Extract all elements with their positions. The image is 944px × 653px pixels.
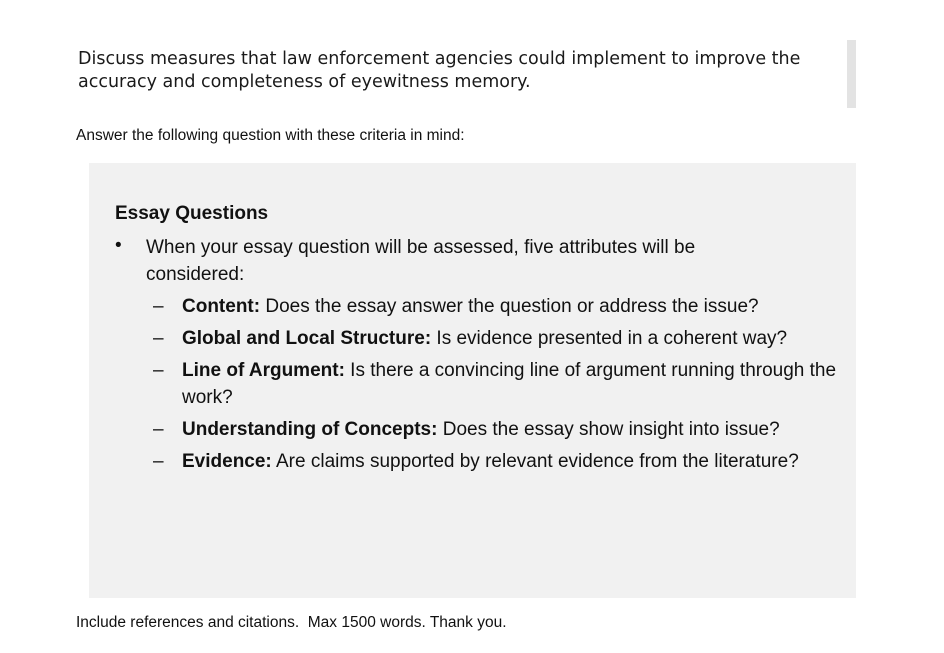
criteria-term: Content: <box>182 296 261 317</box>
dash-icon: – <box>153 451 164 472</box>
criteria-term: Global and Local Structure: <box>182 328 432 349</box>
criteria-description: Are claims supported by relevant evidence from the literature? <box>271 451 799 472</box>
criteria-list <box>153 293 843 480</box>
dash-icon: – <box>153 296 164 317</box>
criteria-item <box>153 357 843 411</box>
dash-icon: – <box>153 328 164 349</box>
criteria-term: Evidence: <box>182 451 272 472</box>
criteria-description: Does the essay answer the question or address the issue? <box>260 296 759 317</box>
criteria-description: Does the essay show insight into issue? <box>437 419 780 440</box>
criteria-description: Is there a convincing line of argument running through the work? <box>182 360 837 408</box>
criteria-term: Understanding of Concepts: <box>182 419 438 440</box>
criteria-item <box>153 325 843 352</box>
dash-icon: – <box>153 360 164 381</box>
criteria-item <box>153 416 843 443</box>
essay-question: Discuss measures that law enforcement agencies could implement to improve the accuracy and completeness of eyewitness memory. <box>78 49 801 92</box>
bullet-dot-icon: • <box>115 235 122 256</box>
criteria-title: Essay Questions <box>115 203 269 224</box>
footer-note: Include references and citations. Max 1500 words. Thank you. <box>76 614 507 631</box>
criteria-term: Line of Argument: <box>182 360 345 381</box>
question-side-bar <box>847 40 856 108</box>
criteria-description: Is evidence presented in a coherent way? <box>431 328 788 349</box>
criteria-panel <box>89 163 856 598</box>
dash-icon: – <box>153 419 164 440</box>
criteria-intro: Answer the following question with these criteria in mind: <box>76 127 465 144</box>
criteria-item <box>153 448 843 475</box>
criteria-bullet-text: When your essay question will be assessed, five attributes will be considered: <box>146 237 696 285</box>
criteria-item <box>153 293 843 320</box>
